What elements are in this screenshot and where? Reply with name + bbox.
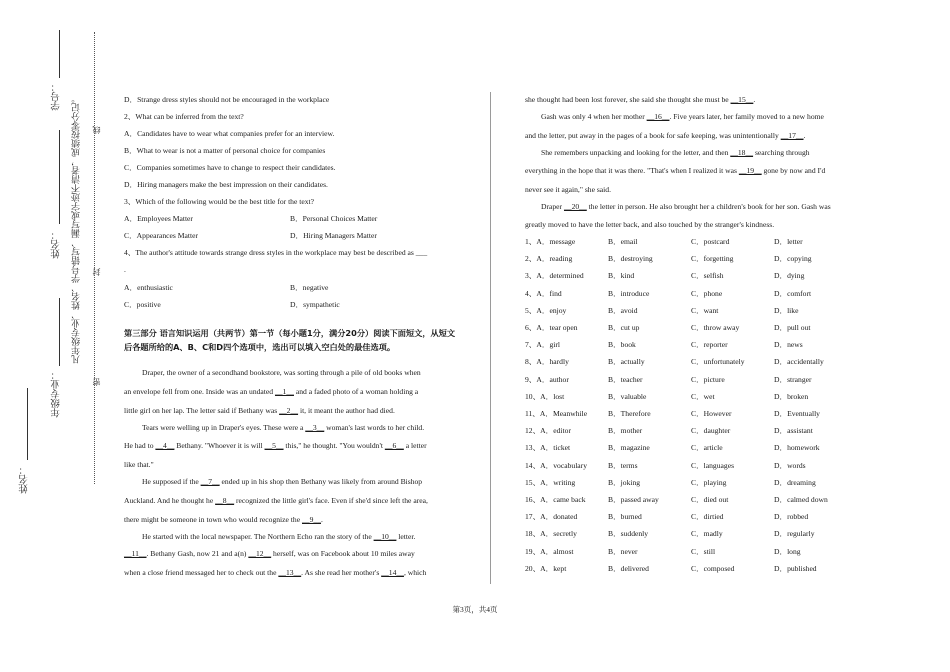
- passage-line-3: little girl on her lap. The letter said if Bethany was __2__ it, it meant the author had died.: [124, 406, 395, 415]
- cloze-9-option-a: 9、A．author: [525, 374, 569, 384]
- cloze-17-option-c: C．dirtied: [691, 512, 724, 522]
- passage-line-16: She remembers unpacking and looking for the letter, and then __18__ searching through: [541, 148, 810, 157]
- cloze-18-option-b: B．suddenly: [608, 529, 649, 539]
- blank-2: __2__: [279, 406, 299, 415]
- margin-line-school: [27, 388, 28, 460]
- cloze-3-option-d: D．dying: [774, 271, 805, 281]
- cloze-4-option-b: B．introduce: [608, 288, 650, 298]
- q3-option-b: B．Personal Choices Matter: [290, 214, 378, 223]
- cloze-1-option-d: D．letter: [774, 237, 803, 246]
- cloze-15-option-d: D．dreaming: [774, 477, 816, 487]
- blank-8: __8__: [215, 496, 235, 505]
- cloze-9-option-c: C．picture: [691, 374, 725, 384]
- blank-1: __1__: [274, 387, 294, 396]
- passage-line-5: He had to __4__ Bethany. "Whoever it is will __5__ this," he thought. "You wouldn't __6__ a letter: [124, 441, 427, 450]
- blank-10: __10__: [373, 532, 397, 541]
- passage-line-17: everything in the hope that it was there. "That's when I realized it was __19__ gone by now and I'd: [525, 166, 826, 175]
- cloze-7-option-c: C．reporter: [691, 340, 728, 350]
- passage-line-7: He supposed if the __7__ ended up in his shop then Bethany was likely from around Bishop: [142, 477, 423, 486]
- cloze-10-option-b: B．valuable: [608, 391, 647, 401]
- passage-line-15: and the letter, put away in the pages of a book for safe keeping, was unintentionally __17__.: [525, 131, 806, 140]
- cloze-14-option-a: 14、A．vocabulary: [525, 460, 587, 470]
- cloze-1-option-b: B．email: [608, 237, 638, 246]
- cloze-7-option-b: B．book: [608, 340, 636, 350]
- binding-dotted-line: [94, 32, 95, 484]
- q4-stem-end: .: [124, 265, 126, 274]
- passage-line-10: He started with the local newspaper. The Northern Echo ran the story of the __10__ letter.: [142, 532, 416, 541]
- cloze-17-option-b: B．burned: [608, 512, 642, 522]
- column-divider: [490, 92, 491, 584]
- cloze-14-option-c: C．languages: [691, 460, 735, 470]
- blank-5: __5__: [264, 441, 284, 450]
- cloze-11-option-a: 11、A．Meanwhile: [525, 409, 588, 418]
- cloze-8-option-c: C．unfortunately: [691, 357, 745, 367]
- cloze-8-option-a: 8、A．hardly: [525, 357, 569, 367]
- blank-17: __17__: [780, 131, 804, 140]
- blank-12: __12__: [248, 549, 272, 558]
- cloze-9-option-d: D．stranger: [774, 374, 812, 384]
- margin-label-id: 学号：: [52, 82, 62, 111]
- blank-7: __7__: [200, 477, 220, 486]
- cloze-12-option-c: C．daughter: [691, 426, 731, 436]
- cloze-10-option-a: 10、A．lost: [525, 391, 565, 401]
- cloze-19-option-a: 19、A．almost: [525, 546, 574, 556]
- cloze-18-option-c: C．madly: [691, 529, 723, 539]
- cloze-13-option-c: C．article: [691, 443, 723, 453]
- cloze-2-option-d: D．copying: [774, 254, 812, 264]
- margin-line-grade: [59, 298, 60, 366]
- blank-4: __4__: [155, 441, 175, 450]
- cloze-13-option-b: B．magazine: [608, 443, 650, 453]
- passage-line-1: Draper, the owner of a secondhand bookstore, was sorting through a pile of old books when: [142, 368, 421, 377]
- cloze-16-option-b: B．passed away: [608, 495, 659, 504]
- cloze-7-option-d: D．news: [774, 340, 803, 350]
- q1-option-d: D．Strange dress styles should not be encouraged in the workplace: [124, 95, 330, 104]
- q2-option-d: D．Hiring managers make the best impression on their candidates.: [124, 180, 328, 189]
- cloze-13-option-d: D．homework: [774, 443, 820, 453]
- blank-18: __18__: [730, 148, 754, 157]
- cloze-2-option-c: C．forgetting: [691, 254, 734, 264]
- cloze-12-option-a: 12、A．editor: [525, 426, 571, 436]
- page-footer: 第3页，共4页: [452, 605, 498, 614]
- q3-option-d: D．Hiring Managers Matter: [290, 231, 377, 240]
- cloze-20-option-c: C．composed: [691, 563, 735, 573]
- cloze-10-option-d: D．broken: [774, 391, 809, 401]
- cloze-16-option-c: C．died out: [691, 495, 729, 504]
- q4-option-c: C．positive: [124, 300, 161, 309]
- cloze-10-option-c: C．wet: [691, 391, 715, 401]
- blank-19: __19__: [738, 166, 762, 175]
- cloze-17-option-a: 17、A．donated: [525, 512, 578, 522]
- cloze-6-option-b: B．cut up: [608, 323, 640, 332]
- cloze-15-option-a: 15、A．writing: [525, 477, 576, 487]
- cloze-12-option-d: D．assistant: [774, 426, 813, 436]
- cloze-16-option-d: D．calmed down: [774, 495, 828, 504]
- passage-line-2: an envelope fell from one. Inside was an undated __1__ and a faded photo of a woman holding a: [124, 387, 419, 396]
- cloze-1-option-c: C．postcard: [691, 237, 730, 246]
- cloze-6-option-a: 6、A．tear open: [525, 323, 578, 332]
- q3-option-c: C．Appearances Matter: [124, 231, 199, 240]
- cloze-4-option-d: D．comfort: [774, 288, 812, 298]
- cloze-12-option-b: B．mother: [608, 426, 643, 436]
- margin-label-grade: 年级专业：: [52, 370, 62, 418]
- cloze-3-option-b: B．kind: [608, 271, 635, 281]
- margin-seal-mi: 密: [92, 378, 101, 386]
- margin-seal-feng: 封: [92, 268, 101, 276]
- cloze-7-option-a: 7、A．girl: [525, 340, 561, 350]
- cloze-19-option-d: D．long: [774, 546, 801, 556]
- q2-option-b: B．What to wear is not a matter of personal choice for companies: [124, 146, 326, 155]
- blank-14: __14__: [381, 568, 404, 577]
- q2-stem: 2、What can be inferred from the text?: [124, 112, 244, 121]
- cloze-5-option-a: 5、A．enjoy: [525, 305, 567, 315]
- cloze-20-option-d: D．published: [774, 563, 817, 573]
- q2-option-c: C．Companies sometimes have to change to respect their candidates.: [124, 163, 336, 172]
- cloze-3-option-a: 3、A．determined: [525, 271, 584, 281]
- cloze-5-option-d: D．like: [774, 305, 799, 315]
- blank-6: __6__: [384, 441, 404, 450]
- binding-margin: [20, 70, 106, 494]
- passage-line-12: when a close friend messaged her to check out the __13__. As she read her mother's __14__, which: [124, 568, 427, 577]
- passage-line-4: Tears were welling up in Draper's eyes. These were a __3__ woman's last words to her child.: [142, 423, 425, 432]
- cloze-6-option-d: D．pull out: [774, 323, 811, 332]
- margin-label-school: 姓名：: [20, 465, 30, 494]
- q4-option-a: A．enthusiastic: [124, 283, 173, 292]
- cloze-6-option-c: C．throw away: [691, 323, 740, 332]
- passage-line-8: Auckland. And he thought he __8__ recognized the little girl's face. Even if she'd since left the area,: [124, 496, 428, 505]
- cloze-15-option-c: C．playing: [691, 477, 727, 487]
- cloze-20-option-b: B．delivered: [608, 563, 649, 573]
- margin-label-name: 姓名：: [52, 230, 62, 259]
- q4-stem: 4、The author's attitude towards strange dress styles in the workplace may best be described as ___: [124, 248, 428, 257]
- cloze-8-option-d: D．accidentally: [774, 357, 824, 367]
- margin-seal-xian: 线: [92, 126, 101, 134]
- cloze-3-option-c: C．selfish: [691, 271, 724, 281]
- cloze-19-option-c: C．still: [691, 546, 716, 556]
- cloze-16-option-a: 16、A．came back: [525, 495, 586, 504]
- cloze-2-option-b: B．destroying: [608, 254, 653, 264]
- cloze-5-option-b: B．avoid: [608, 305, 638, 315]
- cloze-19-option-b: B．never: [608, 546, 638, 556]
- cloze-8-option-b: B．actually: [608, 357, 645, 367]
- cloze-11-option-d: D．Eventually: [774, 409, 820, 418]
- q4-option-b: B．negative: [290, 283, 329, 292]
- cloze-14-option-d: D．words: [774, 460, 806, 470]
- cloze-1-option-a: 1、A．message: [525, 237, 576, 246]
- cloze-15-option-b: B．joking: [608, 477, 641, 487]
- blank-11: __11__: [124, 549, 147, 558]
- blank-16: __16__: [646, 112, 670, 121]
- margin-line-id: [59, 30, 60, 78]
- q2-option-a: A．Candidates have to wear what companies prefer for an interview.: [124, 129, 335, 138]
- passage-line-19: Draper __20__ the letter in person. He also brought her a children's book for her son. Gash was: [541, 202, 831, 211]
- cloze-5-option-c: C．want: [691, 305, 719, 315]
- passage-line-9: there might be someone in town who would recognize the __9__.: [124, 515, 323, 524]
- blank-20: __20__: [563, 202, 587, 211]
- cloze-11-option-b: B．Therefore: [608, 409, 651, 418]
- cloze-9-option-b: B．teacher: [608, 374, 643, 384]
- passage-line-18: never see it again," she said.: [525, 185, 611, 194]
- margin-notice: 凡年级专业、姓名、学号错写、漏写或字迹不清者，成绩按零分记。: [71, 94, 81, 364]
- cloze-4-option-c: C．phone: [691, 288, 723, 298]
- q3-option-a: A．Employees Matter: [124, 214, 193, 223]
- cloze-17-option-d: D．robbed: [774, 512, 809, 522]
- passage-line-20: greatly moved to have the letter back, and also touched by the stranger's kindness.: [525, 220, 775, 229]
- cloze-18-option-a: 18、A．secretly: [525, 529, 577, 539]
- margin-line-name: [59, 130, 60, 224]
- cloze-20-option-a: 20、A．kept: [525, 563, 567, 573]
- blank-3: __3__: [305, 423, 325, 432]
- cloze-4-option-a: 4、A．find: [525, 288, 562, 298]
- passage-line-13: she thought had been lost forever, she said she thought she must be __15__.: [525, 95, 756, 104]
- cloze-2-option-a: 2、A．reading: [525, 254, 573, 264]
- passage-line-6: like that.": [124, 460, 154, 469]
- blank-15: __15__: [730, 95, 754, 104]
- q4-option-d: D．sympathetic: [290, 300, 340, 309]
- q3-stem: 3、Which of the following would be the best title for the text?: [124, 197, 315, 206]
- passage-line-14: Gash was only 4 when her mother __16__. Five years later, her family moved to a new home: [541, 112, 824, 121]
- cloze-18-option-d: D．regularly: [774, 529, 815, 539]
- cloze-14-option-b: B．terms: [608, 460, 638, 470]
- passage-line-11: __11__. Bethany Gash, now 21 and a(n) __12__ herself, was on Facebook about 10 miles away: [124, 549, 415, 558]
- cloze-11-option-c: C．However: [691, 409, 732, 418]
- blank-13: __13__: [278, 568, 302, 577]
- section-heading: 第三部分 语言知识运用（共两节）第一节（每小题1分，满分20分）阅读下面短文，从短文后各题所给的A、B、C和D四个选项中，选出可以填入空白处的最佳选项。: [124, 328, 456, 352]
- cloze-13-option-a: 13、A．ticket: [525, 443, 571, 453]
- blank-9: __9__: [302, 515, 321, 524]
